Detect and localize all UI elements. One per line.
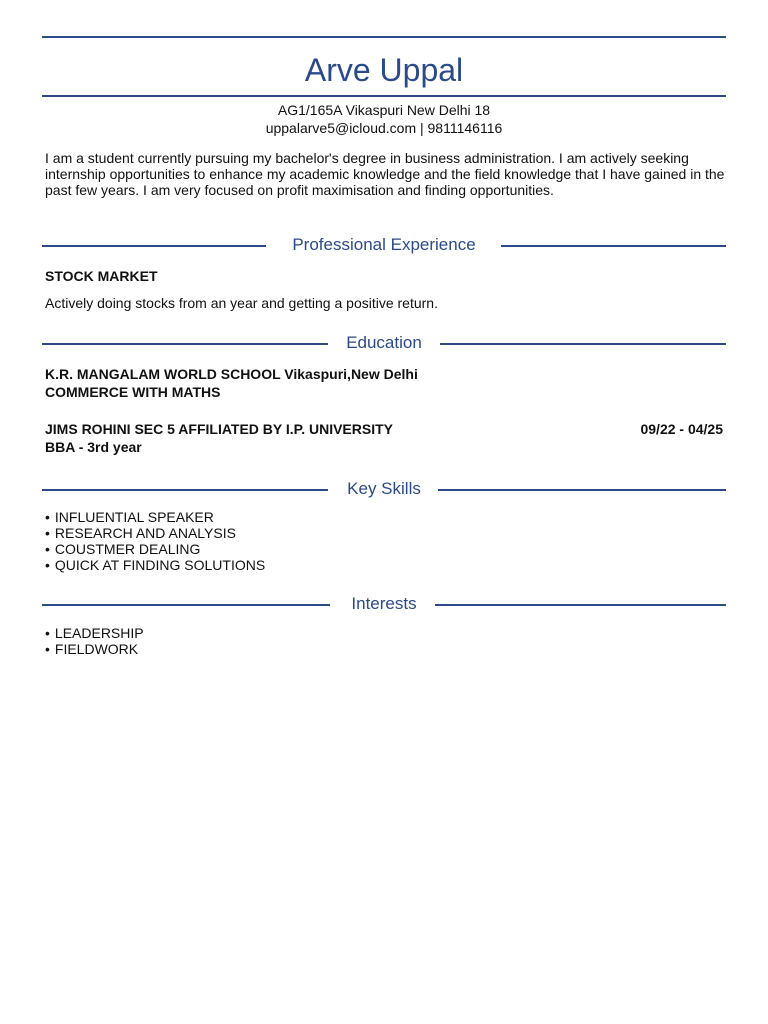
section-rule-right xyxy=(501,245,726,247)
list-item: • LEADERSHIP xyxy=(45,625,144,641)
section-rule-right xyxy=(440,343,726,345)
contact-info: uppalarve5@icloud.com | 9811146116 xyxy=(265,120,503,136)
list-item: • QUICK AT FINDING SOLUTIONS xyxy=(45,557,265,573)
section-header-education xyxy=(42,333,726,353)
section-title-skills: Key Skills xyxy=(347,479,421,498)
section-header-interests xyxy=(42,594,726,614)
section-rule-right xyxy=(438,489,726,491)
profile-summary: I am a student currently pursuing my bachelor's degree in business administration. I am actively seeking internship opportunities to enhance my academic knowledge and the field knowledge that I have gained in the past few years. I am very focused on profit maximisation and finding opportunities. xyxy=(45,150,725,198)
address: AG1/165A Vikaspuri New Delhi 18 xyxy=(277,102,491,118)
education-school-2: JIMS ROHINI SEC 5 AFFILIATED BY I.P. UNIVERSITY xyxy=(45,421,393,437)
list-item: • COUSTMER DEALING xyxy=(45,541,265,557)
list-item: • RESEARCH AND ANALYSIS xyxy=(45,525,265,541)
list-item: • INFLUENTIAL SPEAKER xyxy=(45,509,265,525)
list-item: • FIELDWORK xyxy=(45,641,144,657)
education-dates-2: 09/22 - 04/25 xyxy=(640,421,723,437)
education-detail-1: COMMERCE WITH MATHS xyxy=(45,384,221,400)
skills-list xyxy=(45,509,265,573)
section-title-experience: Professional Experience xyxy=(292,235,476,254)
top-rule xyxy=(42,36,726,38)
experience-role: STOCK MARKET xyxy=(45,268,158,284)
education-school-1: K.R. MANGALAM WORLD SCHOOL Vikaspuri,New Delhi xyxy=(45,366,418,382)
section-header-experience xyxy=(42,235,726,255)
section-title-education: Education xyxy=(346,333,422,352)
candidate-name: Arve Uppal xyxy=(304,52,464,88)
section-header-skills xyxy=(42,479,726,499)
section-rule-right xyxy=(435,604,726,606)
name-underline-rule xyxy=(42,95,726,97)
education-detail-2: BBA - 3rd year xyxy=(45,439,142,455)
section-title-interests: Interests xyxy=(351,594,417,613)
interests-list xyxy=(45,625,144,657)
experience-description: Actively doing stocks from an year and getting a positive return. xyxy=(45,295,438,311)
